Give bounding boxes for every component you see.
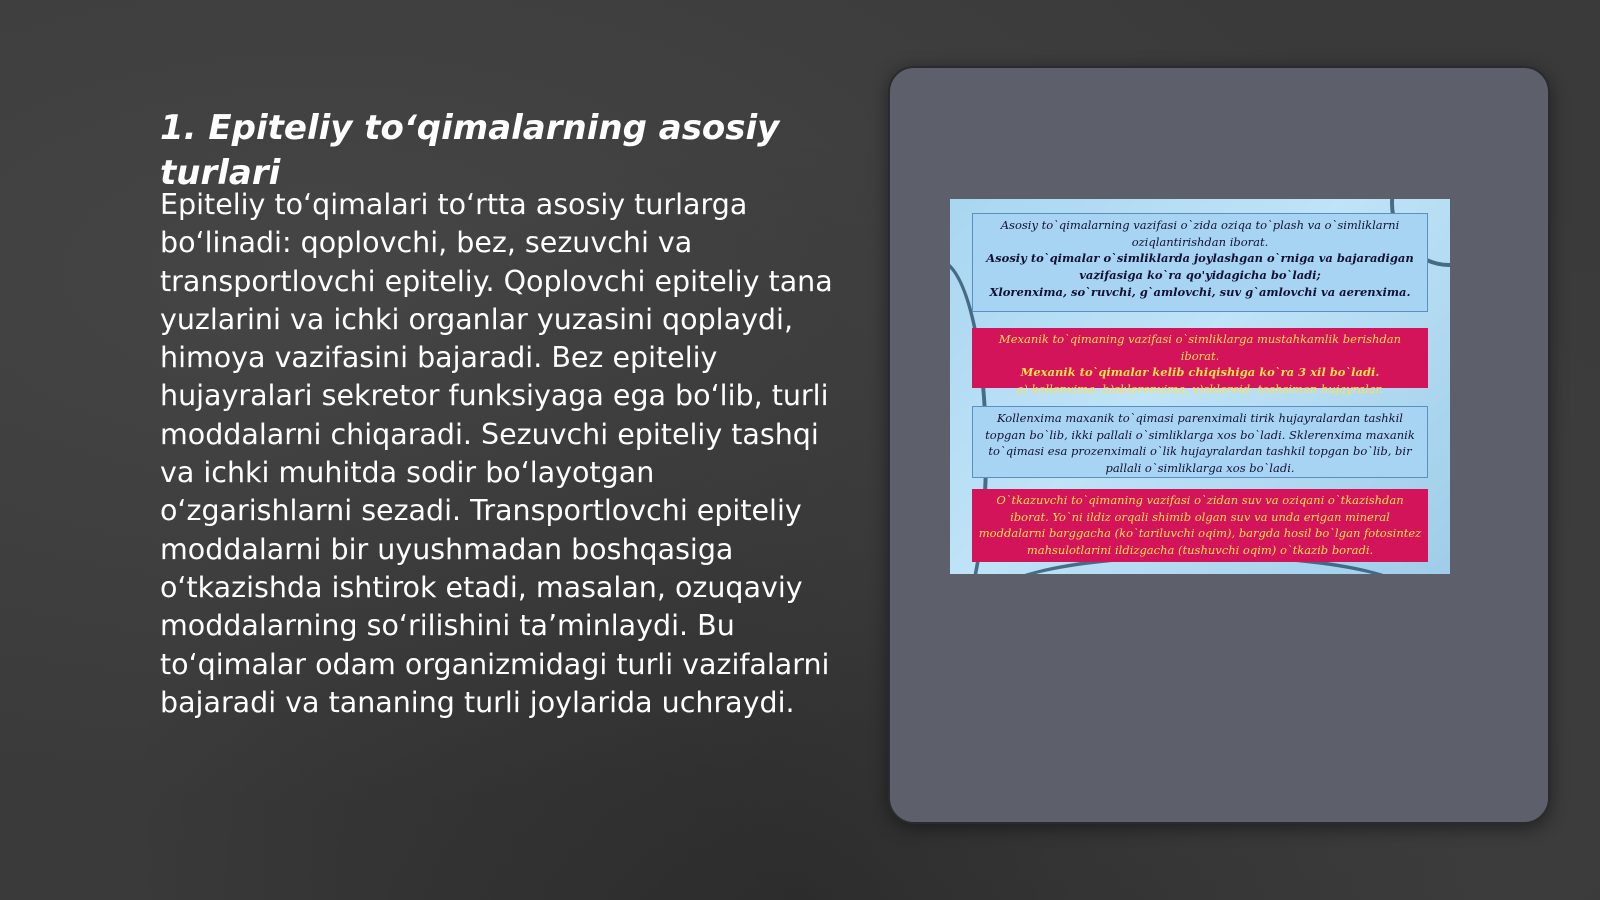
info-box-text: O`tkazuvchi to`qimaning vazifasi o`zidan suv va oziqani o`tkazishdan iborat. Yo`ni ildiz orqali shimib olgan suv va unda erigan mineral moddalarni barggacha (ko`tariluvchi oqim), bargda hosil bo`lgan fotosintez mahsulotlarini ildizgacha (tushuvchi oqim) o`tkazib boradi. — [978, 493, 1422, 558]
info-box-line: Xlorenxima, so`ruvchi, g`amlovchi, suv g`amlovchi va aerenxima. — [989, 284, 1411, 299]
info-box-line: a) kollenxima, b)sklerenxima, v)sklereid- toshsimon hujayralar. — [1016, 382, 1384, 397]
info-box-mechanical-tissues — [972, 328, 1428, 397]
info-box-line: Asosiy to`qimalar o`simliklarda joylashgan o`rniga va bajaradigan vazifasiga ko`ra qo'yidagicha bo`ladi; — [986, 251, 1414, 283]
info-box-collenchyma — [972, 406, 1428, 478]
slide-title: 1. Epiteliy to‘qimalarning asosiy turlari — [160, 108, 780, 193]
info-box-line: Asosiy to`qimalarning vazifasi o`zida oziqa to`plash va o`simliklarni oziqlantirishdan iborat. — [1000, 218, 1400, 249]
info-box-basic-tissues — [972, 213, 1428, 312]
info-box-text: Kollenxima maxanik to`qimasi parenximali tirik hujayralardan tashkil topgan bo`lib, ikki pallali o`simliklarga xos bo`ladi. Sklerenxima maxanik to`qimasi esa prozenximali o`lik hujayralardan tashkil topgan bo`lib, bir pallali o`simliklarga xos bo`ladi. — [985, 411, 1415, 476]
info-box-line: Mexanik to`qimalar kelib chiqishiga ko`ra 3 xil bo`ladi. — [1020, 365, 1380, 380]
slide-body-text: Epiteliy to‘qimalari to‘rtta asosiy turlarga bo‘linadi: qoplovchi, bez, sezuvchi va transportlovchi epiteliy. Qoplovchi epiteliy tana yuzlarini va ichki organlar yuzasini qoplaydi, himoya vazifasini bajaradi. Bez epiteliy hujayralari sekretor funksiyaga ega bo‘lib, turli moddalarni chiqaradi. Sezuvchi epiteliy tashqi va ichki muhitda sodir bo‘layotgan o‘zgarishlarni sezadi. Transportlovchi epiteliy moddalarni bir uyushmadan boshqasiga o‘tkazishda ishtirok etadi, masalan, ozuqaviy moddalarning so‘rilishini ta’minlaydi. Bu to‘qimalar odam organizmidagi turli vazifalarni bajaradi va tananing turli joylarida uchraydi. — [160, 188, 833, 719]
info-box-conducting-tissues — [972, 489, 1428, 562]
info-box-line: Mexanik to`qimaning vazifasi o`simliklarga mustahkamlik berishdan iborat. — [998, 332, 1402, 363]
slide-picture — [950, 199, 1450, 574]
